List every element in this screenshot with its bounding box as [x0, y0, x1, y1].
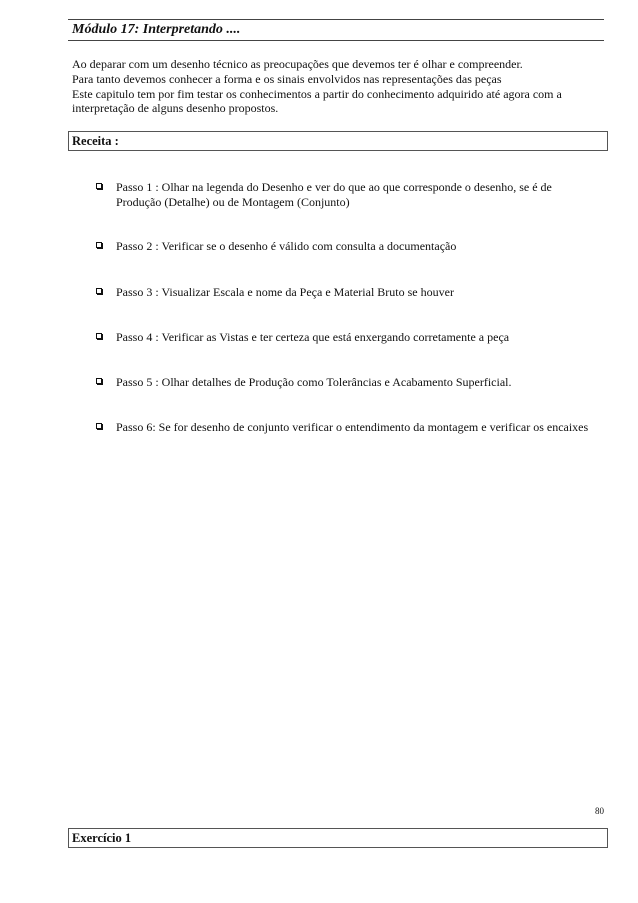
step-text: Passo 1 : Olhar na legenda do Desenho e ver do que ao que corresponde o desenho, se é de Produção (Detalhe) ou de Montagem (Conjunto)	[116, 180, 552, 209]
checkbox-bullet-icon	[96, 423, 102, 429]
intro-line: Ao deparar com um desenho técnico as preocupações que devemos ter é olhar e compreender.	[72, 57, 523, 71]
intro-paragraph	[72, 57, 612, 116]
checkbox-bullet-icon	[96, 378, 102, 384]
step-text: Passo 3 : Visualizar Escala e nome da Peça e Material Bruto se houver	[116, 285, 454, 299]
step-text: Passo 5 : Olhar detalhes de Produção como Tolerâncias e Acabamento Superficial.	[116, 375, 512, 389]
module-title: Módulo 17: Interpretando ....	[68, 19, 604, 41]
checkbox-bullet-icon	[96, 333, 102, 339]
checkbox-bullet-icon	[96, 242, 102, 248]
intro-line: interpretação de alguns desenho propostos.	[72, 101, 279, 116]
step-text: Passo 4 : Verificar as Vistas e ter certeza que está enxergando corretamente a peça	[116, 330, 510, 344]
page-number: 80	[595, 806, 604, 816]
checkbox-bullet-icon	[96, 288, 102, 294]
recipe-heading: Receita :	[68, 131, 608, 151]
step-text: Passo 2 : Verificar se o desenho é válido com consulta a documentação	[116, 239, 457, 253]
step-text: Passo 6: Se for desenho de conjunto verificar o entendimento da montagem e verificar os encaixes	[116, 420, 589, 434]
intro-line: Este capitulo tem por fim testar os conhecimentos a partir do conhecimento adquirido até agora com a	[72, 86, 562, 101]
intro-line: Para tanto devemos conhecer a forma e os sinais envolvidos nas representações das peças	[72, 71, 502, 86]
checkbox-bullet-icon	[96, 183, 102, 189]
exercise-heading: Exercício 1	[68, 828, 608, 848]
